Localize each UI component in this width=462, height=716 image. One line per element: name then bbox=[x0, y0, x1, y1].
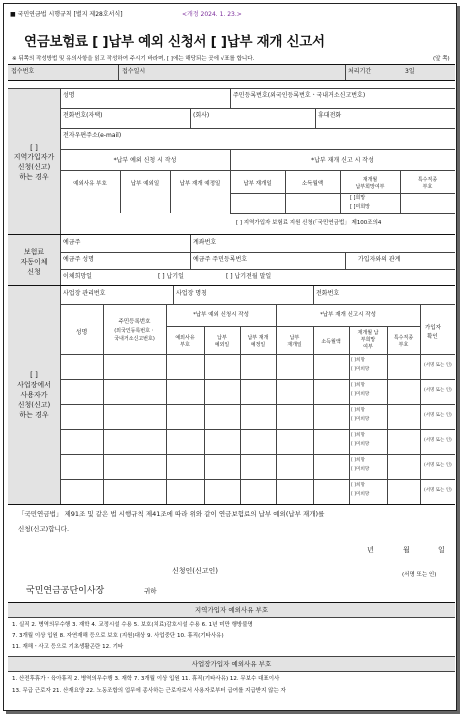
s2-bank-label: 예금주 bbox=[63, 239, 81, 246]
instruction-notice: ※ 뒤쪽의 작성방법 및 유의사항을 읽고 작성하여 주시기 바라며, [ ]에는 해당되는 곳에 √표를 합니다. bbox=[12, 56, 255, 62]
receipt-date-label: 접수일시 bbox=[122, 68, 146, 75]
s3-row6-sign: (서명 또는 인) bbox=[424, 488, 452, 493]
section2-label-2: 자동이체 bbox=[20, 258, 48, 266]
s1-resume-heading: *납부 재개 신고 시 작성 bbox=[311, 157, 374, 164]
s3-biz-name-label: 사업장 명칭 bbox=[176, 290, 207, 297]
processing-period-value: 3일 bbox=[405, 68, 415, 75]
s2-depositor-rrn-label: 예금주 주민등록번호 bbox=[193, 256, 248, 263]
s3-col-want-3: 여부 bbox=[363, 344, 373, 350]
s3-row6-hope[interactable]: [ ]희망 bbox=[351, 483, 365, 488]
s1-home-phone-label: 전화번호(자택) bbox=[63, 112, 103, 119]
s1-col-resume-date: 납부 재개일 bbox=[243, 181, 272, 187]
s3-col-special-1: 특수직종 bbox=[393, 335, 414, 341]
s2-relation-label: 가입자와의 관계 bbox=[358, 256, 401, 263]
s3-biz-phone-label: 전화번호 bbox=[316, 290, 340, 297]
section3-label-4: 하는 경우 bbox=[19, 411, 49, 419]
s3-col-expected-2: 예정일 bbox=[250, 342, 266, 348]
s3-biz-no-label: 사업장 관리번호 bbox=[63, 290, 106, 297]
s3-col-confirm-2: 확인 bbox=[427, 334, 438, 340]
s3-resume-heading: *납부 재개 신고시 작성 bbox=[320, 312, 376, 318]
section1-label-3: 하는 경우 bbox=[19, 173, 49, 181]
recipient: 국민연금공단이사장 bbox=[26, 586, 105, 596]
s1-name-label: 성명 bbox=[63, 92, 75, 99]
s3-row3-hope[interactable]: [ ]희망 bbox=[351, 408, 365, 413]
s1-col-want-1: 재개월 bbox=[362, 177, 378, 183]
s3-col-reason-2: 부호 bbox=[180, 342, 190, 348]
s2-prevmonth-checkbox[interactable]: [ ] 납기전월 말일 bbox=[226, 273, 272, 280]
s3-col-exempt-1: 납부 bbox=[217, 335, 227, 341]
s2-dueday-checkbox[interactable]: [ ] 납기일 bbox=[158, 273, 184, 280]
section3-bracket: [ ] bbox=[30, 371, 38, 379]
s1-col-income: 소득월액 bbox=[301, 181, 324, 187]
s1-col-want-2: 납부희망여부 bbox=[355, 184, 385, 190]
codes2-title: 사업장가입자 예외사유 부호 bbox=[191, 660, 272, 668]
codes1-line1: 1. 실직 2. 병역의무수행 3. 재학 4. 교정시설 수용 5. 보호(치료)감호시설 수용 6. 1년 미만 행방불명 bbox=[12, 622, 253, 628]
s3-col-income: 소득월액 bbox=[321, 339, 341, 345]
s3-row1-nohope[interactable]: [ ]미희망 bbox=[351, 367, 370, 372]
codes1-line2: 7. 3개월 이상 입원 8. 자연재해 등으로 보호 (지원)대상 9. 사업중단 10. 휴직(기타사유) bbox=[12, 633, 224, 639]
s1-email-label: 전자우편주소(e-mail) bbox=[63, 132, 122, 139]
processing-period-label: 처리기간 bbox=[348, 68, 372, 75]
s3-col-rrn-2: (외국인등록번호ㆍ bbox=[114, 328, 155, 334]
s1-mobile-label: 휴대전화 bbox=[318, 112, 342, 119]
s1-col-special-1: 특수직종 bbox=[417, 177, 438, 183]
s3-row1-hope[interactable]: [ ]희망 bbox=[351, 358, 365, 363]
s1-office-phone-label: (회사) bbox=[193, 112, 210, 119]
s3-row3-sign: (서명 또는 인) bbox=[424, 413, 452, 418]
applicant-sign: (서명 또는 인) bbox=[402, 572, 437, 578]
receipt-number-label: 접수번호 bbox=[11, 68, 35, 75]
s3-col-rrn-3: 국내거소신고번호) bbox=[114, 336, 155, 342]
applicant-label: 신청인(신고인) bbox=[172, 567, 219, 575]
s3-col-name: 성명 bbox=[75, 329, 88, 336]
s1-col-reason: 예외사유 부호 bbox=[73, 181, 107, 187]
codes2-line1: 1. 산전후휴가ㆍ육아휴직 2. 병역의무수행 3. 재학 7. 3개월 이상 입원 11. 휴직(기타사유) 12. 무보수 대표이사 bbox=[12, 676, 280, 682]
s3-row2-sign: (서명 또는 인) bbox=[424, 388, 452, 393]
s3-col-want-1: 재개월 납 bbox=[357, 330, 379, 336]
s1-exempt-heading: *납부 예외 신청 시 작성 bbox=[113, 157, 177, 164]
section2-label-3: 신청 bbox=[27, 268, 41, 276]
codes2-line2: 13. 무급 근로자 21. 산재요양 22. 노동조합의 업무에 종사하는 근로자로서 사용자로부터 급여를 지급받지 않는 자 bbox=[12, 688, 286, 694]
s3-row3-nohope[interactable]: [ ]미희망 bbox=[351, 417, 370, 422]
s3-row1-sign: (서명 또는 인) bbox=[424, 363, 452, 368]
s3-col-expected-1: 납부 재개 bbox=[247, 335, 269, 341]
section1-label-1: 지역가입자가 bbox=[13, 153, 55, 161]
law-reference: ■ 국민연금법 시행규칙 [별지 제28호서식] bbox=[10, 11, 123, 18]
date-day: 일 bbox=[438, 546, 445, 554]
s3-col-reason-1: 예외사유 bbox=[175, 335, 195, 341]
revision-note: <개정 2024. 1. 23.> bbox=[182, 11, 242, 18]
statement-line1: 「국민연금법」 제91조 및 같은 법 시행규칙 제41조에 따라 위와 같이 연금보험료의 납부 예외(납부 재개)를 bbox=[18, 510, 325, 518]
s2-transfer-label: 이체희망일 bbox=[63, 273, 92, 280]
page-marker: (앞 쪽) bbox=[433, 56, 450, 62]
s3-row4-sign: (서명 또는 인) bbox=[424, 438, 452, 443]
statement-line2: 신청(신고)합니다. bbox=[18, 525, 70, 533]
section1-label-2: 신청(신고) bbox=[17, 163, 51, 171]
s3-row5-sign: (서명 또는 인) bbox=[424, 463, 452, 468]
s3-row4-nohope[interactable]: [ ]미희망 bbox=[351, 442, 370, 447]
s1-rrn-label: 주민등록번호(외국인등록번호ㆍ국내거소신고번호) bbox=[233, 92, 366, 99]
codes1-line3: 11. 재해ㆍ사고 등으로 기초생활곤란 12. 기타 bbox=[12, 644, 124, 650]
date-year: 년 bbox=[367, 546, 374, 554]
s3-col-special-2: 부호 bbox=[398, 342, 409, 348]
recipient-honorific: 귀하 bbox=[144, 587, 157, 595]
s3-row2-nohope[interactable]: [ ]미희망 bbox=[351, 392, 370, 397]
section1-bracket: [ ] bbox=[30, 144, 38, 152]
codes1-title: 지역가입자 예외사유 부호 bbox=[194, 606, 269, 614]
s2-depositor-name-label: 예금주 성명 bbox=[63, 256, 94, 263]
s3-row4-hope[interactable]: [ ]희망 bbox=[351, 433, 365, 438]
s3-col-rrn-1: 주민등록번호 bbox=[118, 319, 151, 325]
section3-label-1: 사업장에서 bbox=[17, 381, 51, 389]
s3-col-resume-1: 납부 bbox=[289, 335, 300, 341]
form-title: 연금보험료 [ ]납부 예외 신청서 [ ]납부 재개 신고서 bbox=[24, 34, 325, 50]
s1-support-checkbox[interactable]: [ ] 지역가입자 보험료 지원 신청(「국민연금법」 제100조의4 bbox=[236, 220, 382, 226]
s1-nohope-checkbox[interactable]: [ ]미희망 bbox=[350, 204, 370, 210]
s3-exempt-heading: *납부 예외 신청시 작성 bbox=[193, 312, 249, 318]
s1-col-resume-expected: 납부 재개 예정일 bbox=[179, 181, 221, 187]
s3-row6-nohope[interactable]: [ ]미희망 bbox=[351, 492, 370, 497]
s1-hope-checkbox[interactable]: [ ]희망 bbox=[350, 195, 366, 201]
s2-account-label: 계좌번호 bbox=[193, 239, 217, 246]
s3-col-exempt-2: 예외일 bbox=[214, 342, 230, 348]
s3-row5-hope[interactable]: [ ]희망 bbox=[351, 458, 365, 463]
section3-label-2: 사용자가 bbox=[20, 391, 48, 399]
section3-label-3: 신청(신고) bbox=[17, 401, 51, 409]
s3-row5-nohope[interactable]: [ ]미희망 bbox=[351, 467, 370, 472]
s1-col-exempt-date: 납부 예외일 bbox=[130, 181, 160, 187]
s1-col-special-2: 부호 bbox=[422, 184, 433, 190]
s3-row2-hope[interactable]: [ ]희망 bbox=[351, 383, 365, 388]
date-month: 월 bbox=[403, 546, 410, 554]
section2-label-1: 보험료 bbox=[23, 248, 45, 256]
s3-col-resume-2: 재개일 bbox=[287, 342, 302, 348]
s3-col-confirm-1: 가입자 bbox=[425, 325, 441, 331]
s3-col-want-2: 부희망 bbox=[360, 337, 376, 343]
